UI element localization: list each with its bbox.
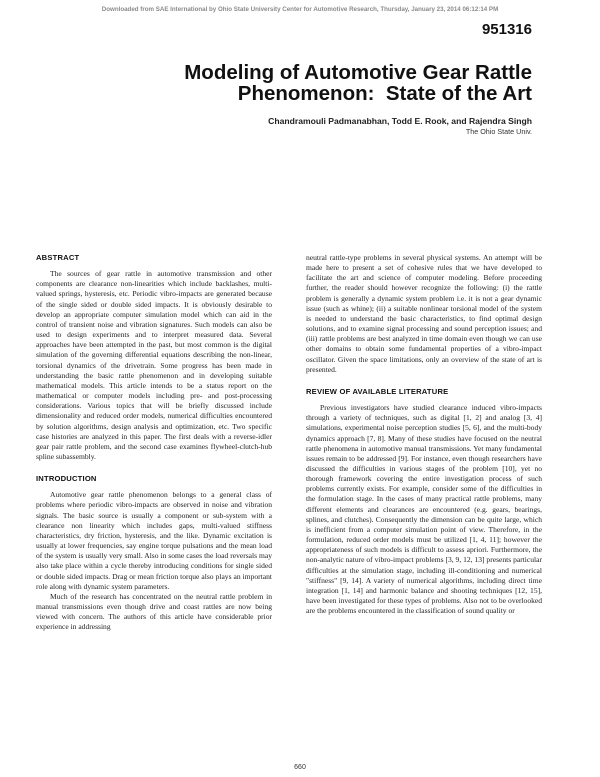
review-heading: REVIEW OF AVAILABLE LITERATURE <box>306 386 449 396</box>
abstract-paragraph: The sources of gear rattle in automotive transmission and other components are clearance non-linearities which include backlashes, multi-valued springs, hysteresis, etc. Periodic vibro-impacts are generated because of the single sided or double sided impacts. It is obviously desirable to develop an appropriate computer simulation model which can aid in the control of transient noise and vibration signatures. Such models can also be used to design experiments and to interpret measured data. Several approaches have been attempted in the past, but most common is the digital simulation of the governing differential equations describing the non-linear, torsional dynamics of the drivetrain. Some progress has been made in understanding the basic rattle phenomenon and in developing suitable mathematical models. This article intends to be a status report on the mathematical or computer models including pre- and post-processing considerations. Various topics that will be briefly discussed include dimensionality and reduced order models, numerical difficulties encountered by solution algorithms, design analysis and optimization, etc. Two specific case histories are analyzed in this paper. The first deals with a reverse-idler gear pair rattle problem, and the second case examines flywheel-clutch-hub spline subassembly. <box>36 269 272 461</box>
right-column <box>306 253 542 616</box>
introduction-paragraph-1: Automotive gear rattle phenomenon belongs to a general class of problems where periodic vibro-impacts are observed in noise and vibration signals. The basic source is usually a component or sub-system with a clearance non linearity which includes gaps, multi-valued stiffness characteristics, dry friction, hysteresis, and the like. Dynamic excitation is usually at lower frequencies, say engine torque pulsations and the mean load of the system is usually very small. Also in some cases the load reversals may also take place within a cycle thereby introducing conditions for single sided or double sided impacts. Drag or mean friction torque also plays an important role along with dynamic system parameters. <box>36 490 272 591</box>
introduction-heading: INTRODUCTION <box>36 474 97 484</box>
left-column <box>36 253 272 632</box>
paper-title-line-2: Phenomenon: State of the Art <box>237 82 532 105</box>
author-affiliation: The Ohio State Univ. <box>465 127 532 136</box>
page-number: 660 <box>294 764 306 771</box>
abstract-heading: ABSTRACT <box>36 253 80 262</box>
paper-title-line-1: Modeling of Automotive Gear Rattle <box>184 61 532 84</box>
review-paragraph-1: Previous investigators have studied clearance induced vibro-impacts through a variety of techniques, such as digital [1, 2] and analog [3, 4] simulations, experimental noise perception studies [5, 6], and the multi-body dynamics approach [7, 8]. Many of these studies have focused on the neutral rattle phenomena in automotive manual transmissions. Yet many fundamental issues remain to be addressed [9]. For instance, even though researchers have discussed the difficulties in various stages of the problem [10], yet no thorough framework covering the entire investigation process of such problems currently exists. For example, consider some of the difficulties in the formulation stage. In the cases of many practical rattle problems, many different elements and clearances are encountered (e.g. gears, bearings, splines, and clutches). Consequently the dimension can be quite large, which is inefficient from a computer simulation point of view. Therefore, in the formulation, reduced order models must be utilized [1, 4, 11]; however the appropriateness of such models is difficult to assess apriori. Furthermore, the non-analytic nature of vibro-impact problems [3, 9, 12, 13] presents particular difficulties at the simulation stage, including ill-conditioning and numerical "stiffness" [9, 14]. A variety of numerical algorithms, including direct time integration [1, 14] and harmonic balance and shooting techniques [12, 15], have been investigated for these types of problems. Also not to be overlooked are the problems encountered in the classification of sound quality or <box>306 403 542 616</box>
introduction-paragraph-2: Much of the research has concentrated on the neutral rattle problem in manual transmissions even though drive and coast rattles are now being viewed with concern. The authors of this article have considerable prior experience in addressing <box>36 591 272 632</box>
continuation-paragraph: neutral rattle-type problems in several physical systems. An attempt will be made here to present a set of cohesive rules that we have developed to facilitate the art and science of computer modeling. Before proceeding further, the reader should however recognize the following: (i) the rattle problem is generally a dynamic system problem i.e. it is not a gear dynamic issue (such as whine); (ii) a suitable nonlinear torsional model of the system is needed to understand the basic characteristics, to find optimal design solutions, and to examine signal processing and sound perception issues; and (iii) rattle problems are best analyzed in time domain even though we can use other domains to obtain some fundamental properties of a vibro-impact oscillator. Given the space limitations, only an overview of the state of art is presented. <box>306 253 542 374</box>
author-list: Chandramouli Padmanabhan, Todd E. Rook, and Rajendra Singh <box>268 116 532 126</box>
download-notice: Downloaded from SAE International by Ohio State University Center for Automotive Research, Thursday, January 23, 2014 06:12:14 PM <box>101 6 499 13</box>
paper-title <box>184 62 532 104</box>
paper-number: 951316 <box>481 21 532 38</box>
